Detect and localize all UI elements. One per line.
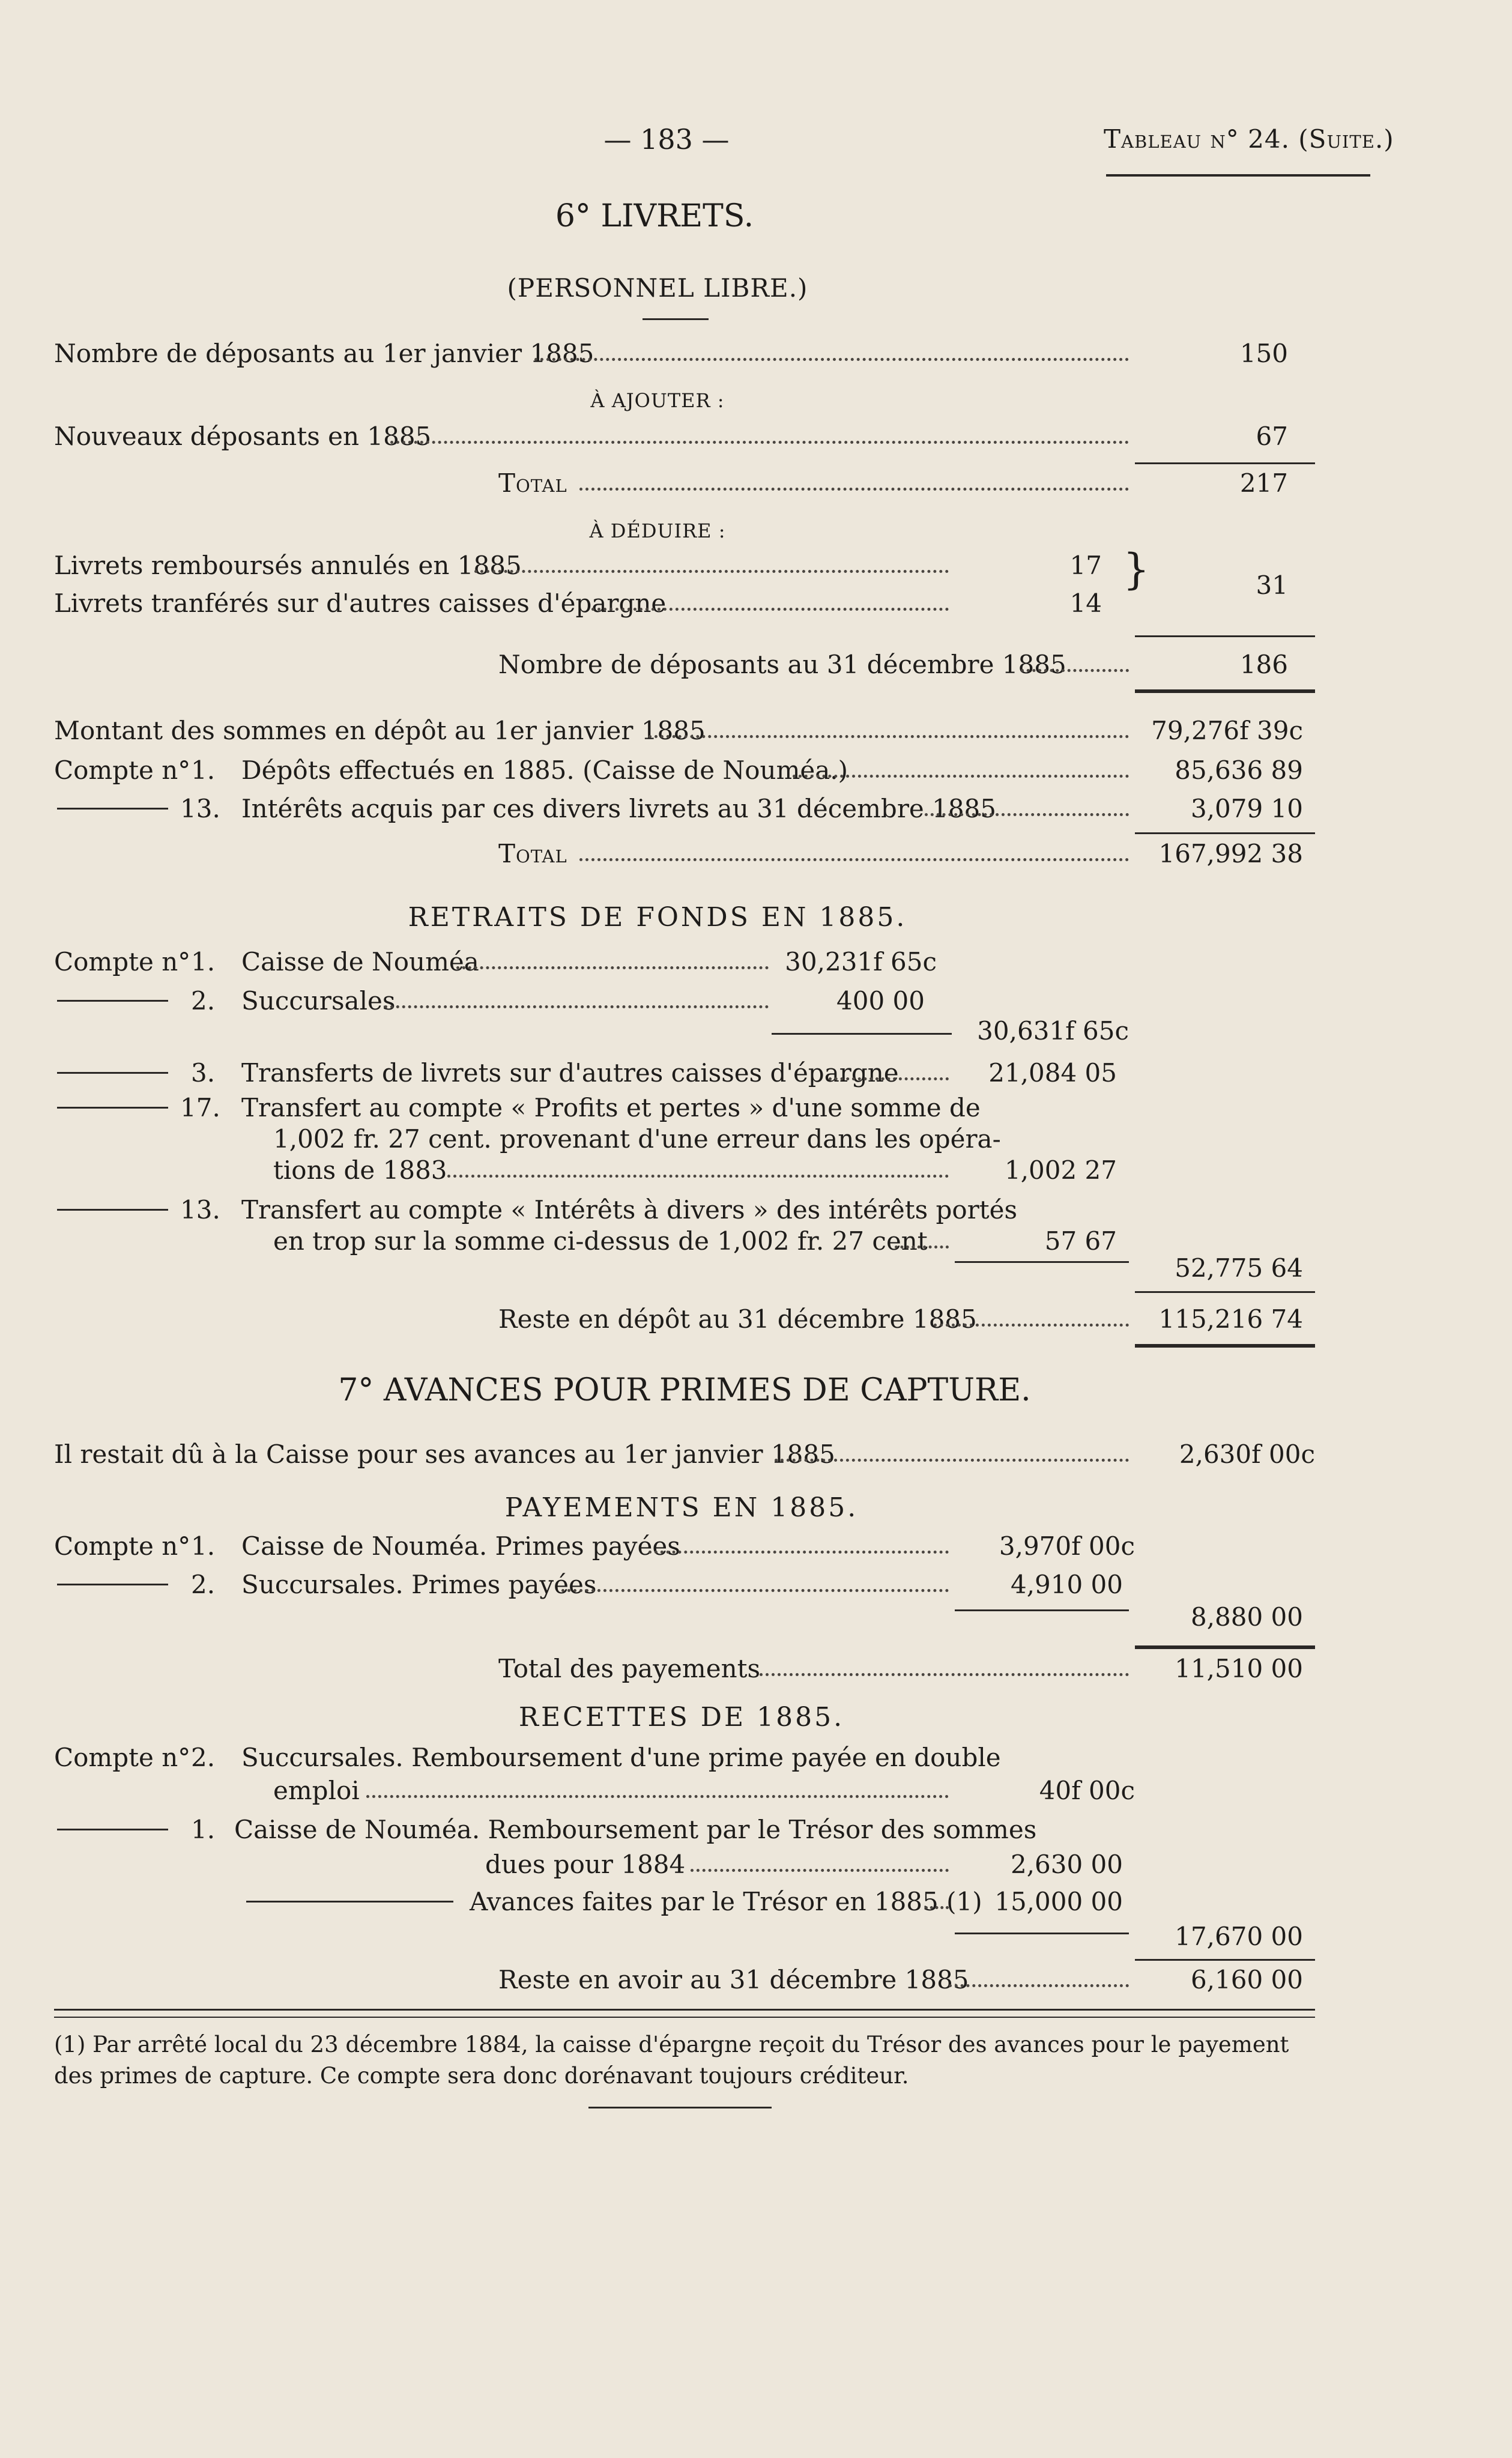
compte-label: Compte n° [54,947,191,976]
total-payements-label: Total des payements [498,1654,761,1683]
payement-succursales-value: 4,910 00 [1010,1570,1123,1599]
footer-rule-thin [54,2017,1315,2018]
total-label: Total [498,468,567,498]
compte-no: 1. [191,1531,216,1561]
deposants-debut-value: 150 [1239,339,1288,368]
leader [591,608,949,611]
interets-line-2: en trop sur la somme ci-dessus de 1,002 fr. 27 cent [273,1226,928,1256]
compte-no: 3. [191,1058,216,1088]
compte-no: 1. [191,947,216,976]
retraits-title: RETRAITS DE FONDS EN 1885. [408,902,907,933]
leader [561,1589,949,1592]
deposants-debut-label: Nombre de déposants au 1er janvier 1885 [54,339,594,368]
leader [775,1459,1129,1462]
recettes-total: 17,670 00 [1175,1922,1303,1951]
footnote-line-2: des primes de capture. Ce compte sera donc dorénavant toujours créditeur. [54,2063,909,2089]
deposants-fin-label: Nombre de déposants au 31 décembre 1885 [498,650,1066,679]
deduire-total: 31 [1256,571,1288,600]
compte-no: 2. [191,1743,216,1772]
total2-value: 167,992 38 [1158,839,1303,868]
section-subtitle: (PERSONNEL LIBRE.) [507,273,808,303]
retrait-noumea-value: 30,231f 65c [785,947,937,976]
leader [925,813,1129,816]
depots-label: Dépôts effectués en 1885. (Caisse de Nouméa.) [241,755,848,785]
compte-no: 1. [191,1815,216,1844]
deposants-fin-value: 186 [1239,650,1288,679]
interets-label: Intérêts acquis par ces divers livrets au 31 décembre 1885 [241,794,996,823]
leader [895,1246,949,1249]
double-rule [1135,689,1315,693]
rembourses-label: Livrets remboursés annulés en 1885 [54,551,522,580]
recette2-line-2: dues pour 1884 [485,1850,686,1879]
a-ajouter-heading: À AJOUTER : [590,389,725,412]
compte-label: Compte n° [54,755,191,785]
restait-value: 2,630f 00c [1179,1439,1315,1469]
payement-succursales-label: Succursales. Primes payées [241,1570,597,1599]
rembourses-value: 17 [1069,551,1102,580]
profits-line-3: tions de 1883 [273,1155,447,1185]
rule [1135,635,1315,637]
recette1-value: 40f 00c [1039,1776,1135,1805]
retrait-succursales-label: Succursales [241,986,396,1016]
leader [384,1005,769,1008]
leader [691,1869,949,1872]
reste-depot-label: Reste en dépôt au 31 décembre 1885 [498,1304,977,1334]
transferes-label: Livrets tranférés sur d'autres caisses d'épargne [54,589,667,618]
section-title-avances: 7° AVANCES POUR PRIMES DE CAPTURE. [338,1372,1031,1408]
leader [579,488,1129,491]
end-rule [588,2107,772,2108]
compte-no: 1. [191,755,216,785]
leader [579,858,1129,861]
ditto-rule [57,1829,168,1830]
compte-no: 17. [180,1093,220,1122]
leader [934,1324,1129,1327]
footnote-line-1: (1) Par arrêté local du 23 décembre 1884, la caisse d'épargne reçoit du Trésor des avances pour le payement [54,2032,1289,2057]
transferts-value: 21,084 05 [988,1058,1117,1088]
total-value: 217 [1239,468,1288,498]
rule [955,1609,1129,1611]
nouveaux-value: 67 [1256,422,1288,451]
rule [1135,832,1315,834]
rule [1135,1959,1315,1961]
tableau-underline [1106,174,1370,177]
profits-line-1: Transfert au compte « Profits et pertes » d'une somme de [241,1093,981,1122]
payements-title: PAYEMENTS EN 1885. [504,1492,859,1523]
section-title-livrets: 6° LIVRETS. [555,198,754,234]
montant-value: 79,276f 39c [1151,716,1303,745]
ditto-rule [57,808,168,810]
rule [1135,462,1315,464]
rule [1135,1291,1315,1293]
reste-avoir-value: 6,160 00 [1190,1965,1303,1994]
total2-label: Total [498,839,567,868]
leader [1021,669,1129,672]
leader [649,735,1129,738]
recette1-line-1: Succursales. Remboursement d'une prime payée en double [241,1743,1001,1772]
profits-value: 1,002 27 [1004,1155,1117,1185]
leader [829,1077,949,1080]
leader [474,570,949,573]
payement-noumea-value: 3,970f 00c [999,1531,1135,1561]
restait-label: Il restait dû à la Caisse pour ses avances au 1er janvier 1885 [54,1439,835,1469]
montant-label: Montant des sommes en dépôt au 1er janvier 1885 [54,716,706,745]
page-number: — 183 — [603,123,730,156]
recette2-value: 2,630 00 [1010,1850,1123,1879]
payement-noumea-label: Caisse de Nouméa. Primes payées [241,1531,680,1561]
a-deduire-heading: À DÉDUIRE : [589,519,726,542]
brace: } [1123,545,1150,594]
interets-line-1: Transfert au compte « Intérêts à divers » des intérêts portés [241,1195,1018,1224]
ditto-rule [57,1209,168,1211]
recette1-line-2: emploi [273,1776,360,1805]
double-rule [1135,1344,1315,1348]
ditto-rule [57,1584,168,1585]
recette3-label: Avances faites par le Trésor en 1885 (1) [470,1887,982,1916]
retrait-subtotal: 30,631f 65c [977,1016,1129,1046]
ditto-rule [57,1000,168,1002]
footer-rule [54,2009,1315,2011]
ditto-rule [246,1901,453,1903]
subtitle-rule [643,318,709,320]
recettes-title: RECETTES DE 1885. [518,1702,845,1733]
retrait-succursales-value: 400 00 [836,986,925,1016]
leader [649,1551,949,1554]
leader [949,1984,1129,1987]
compte-label: Compte n° [54,1531,191,1561]
total-retraits: 52,775 64 [1175,1253,1303,1283]
leader [925,1906,949,1909]
recette3-value: 15,000 00 [994,1887,1123,1916]
total-payements-value: 11,510 00 [1175,1654,1303,1683]
leader [534,358,1129,361]
compte-no: 13. [180,794,220,823]
leader [760,1673,1129,1676]
payements-subtotal: 8,880 00 [1190,1602,1303,1632]
rule [955,1261,1129,1263]
reste-depot-value: 115,216 74 [1158,1304,1303,1334]
rule [955,1933,1129,1934]
leader [366,1795,949,1798]
compte-no: 2. [191,986,216,1016]
nouveaux-label: Nouveaux déposants en 1885 [54,422,432,451]
double-rule [1135,1645,1315,1649]
transferts-label: Transferts de livrets sur d'autres caisses d'épargne [241,1058,899,1088]
depots-value: 85,636 89 [1175,755,1303,785]
reste-avoir-label: Reste en avoir au 31 décembre 1885 [498,1965,969,1994]
leader [793,775,1129,778]
compte-no: 2. [191,1570,216,1599]
leader [447,1175,949,1178]
compte-no: 13. [180,1195,220,1224]
ditto-rule [57,1107,168,1109]
interets-retrait-value: 57 67 [1044,1226,1117,1256]
rule [772,1033,952,1035]
leader [390,441,1129,444]
recette2-line-1: Caisse de Nouméa. Remboursement par le Trésor des sommes [234,1815,1037,1844]
interets-value: 3,079 10 [1190,794,1303,823]
transferes-value: 14 [1069,589,1102,618]
profits-line-2: 1,002 fr. 27 cent. provenant d'une erreur dans les opéra- [273,1124,1001,1154]
compte-label: Compte n° [54,1743,191,1772]
ditto-rule [57,1072,168,1074]
tableau-label: Tableau n° 24. (Suite.) [1104,124,1394,154]
retrait-noumea-label: Caisse de Nouméa [241,947,479,976]
leader [456,966,769,969]
